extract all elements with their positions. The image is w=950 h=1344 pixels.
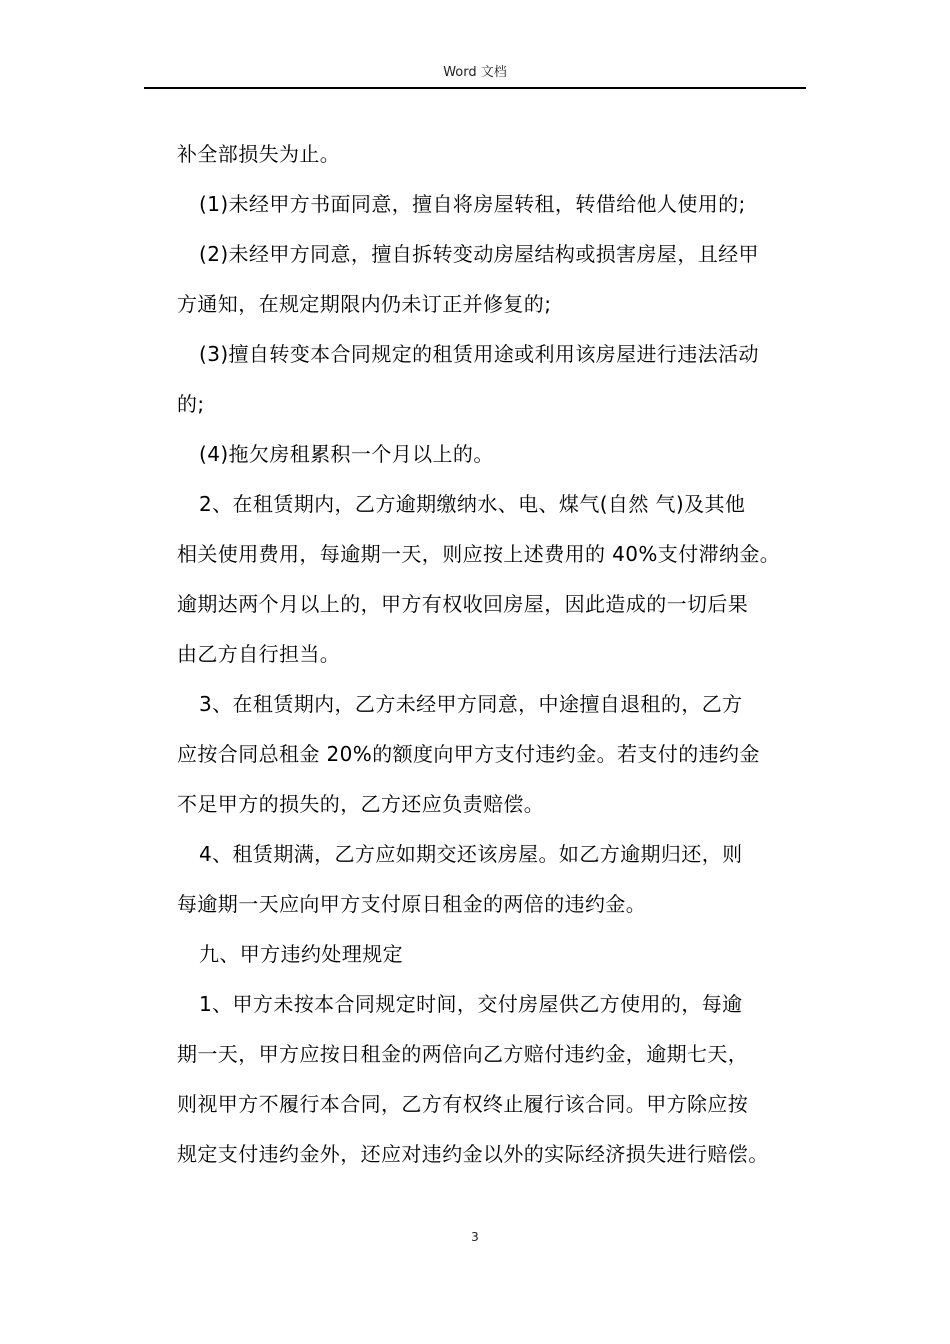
- page-header: Word 文档: [443, 65, 507, 80]
- paragraph-line: 的;: [177, 392, 205, 416]
- paragraph-line: 应按合同总租金 20%的额度向甲方支付违约金。若支付的违约金: [177, 742, 760, 766]
- paragraph-line: (1)未经甲方书面同意，擅自将房屋转租，转借给他人使用的;: [199, 192, 746, 216]
- paragraph-line: 期一天，甲方应按日租金的两倍向乙方赔付违约金，逾期七天，: [177, 1042, 749, 1066]
- paragraph-line: 逾期达两个月以上的，甲方有权收回房屋，因此造成的一切后果: [177, 592, 749, 616]
- paragraph-line: (4)拖欠房租累积一个月以上的。: [199, 442, 494, 466]
- paragraph-line: 则视甲方不履行本合同，乙方有权终止履行该合同。甲方除应按: [177, 1092, 749, 1116]
- paragraph-line: 补全部损失为止。: [177, 142, 341, 166]
- paragraph-line: 规定支付违约金外，还应对违约金以外的实际经济损失进行赔偿。: [177, 1142, 769, 1166]
- paragraph-line: 3、在租赁期内，乙方未经甲方同意，中途擅自退租的，乙方: [199, 692, 743, 716]
- paragraph-line: 4、租赁期满，乙方应如期交还该房屋。如乙方逾期归还，则: [199, 842, 743, 866]
- header-rule: [144, 87, 806, 89]
- paragraph-line: 每逾期一天应向甲方支付原日租金的两倍的违约金。: [177, 892, 647, 916]
- page-number: 3: [471, 1230, 479, 1244]
- paragraph-line: (3)擅自转变本合同规定的租赁用途或利用该房屋进行违法活动: [199, 342, 759, 366]
- paragraph-line: (2)未经甲方同意，擅自拆转变动房屋结构或损害房屋，且经甲: [199, 242, 759, 266]
- section-heading: 九、甲方违约处理规定: [199, 942, 403, 966]
- paragraph-line: 方通知，在规定期限内仍未订正并修复的;: [177, 292, 552, 316]
- paragraph-line: 相关使用费用，每逾期一天，则应按上述费用的 40%支付滞纳金。: [177, 542, 781, 566]
- paragraph-line: 由乙方自行担当。: [177, 642, 341, 666]
- document-body: [177, 133, 817, 1183]
- paragraph-line: 1、甲方未按本合同规定时间，交付房屋供乙方使用的，每逾: [199, 992, 743, 1016]
- paragraph-line: 2、在租赁期内，乙方逾期缴纳水、电、煤气(自然 气)及其他: [199, 492, 746, 516]
- paragraph-line: 不足甲方的损失的，乙方还应负责赔偿。: [177, 792, 545, 816]
